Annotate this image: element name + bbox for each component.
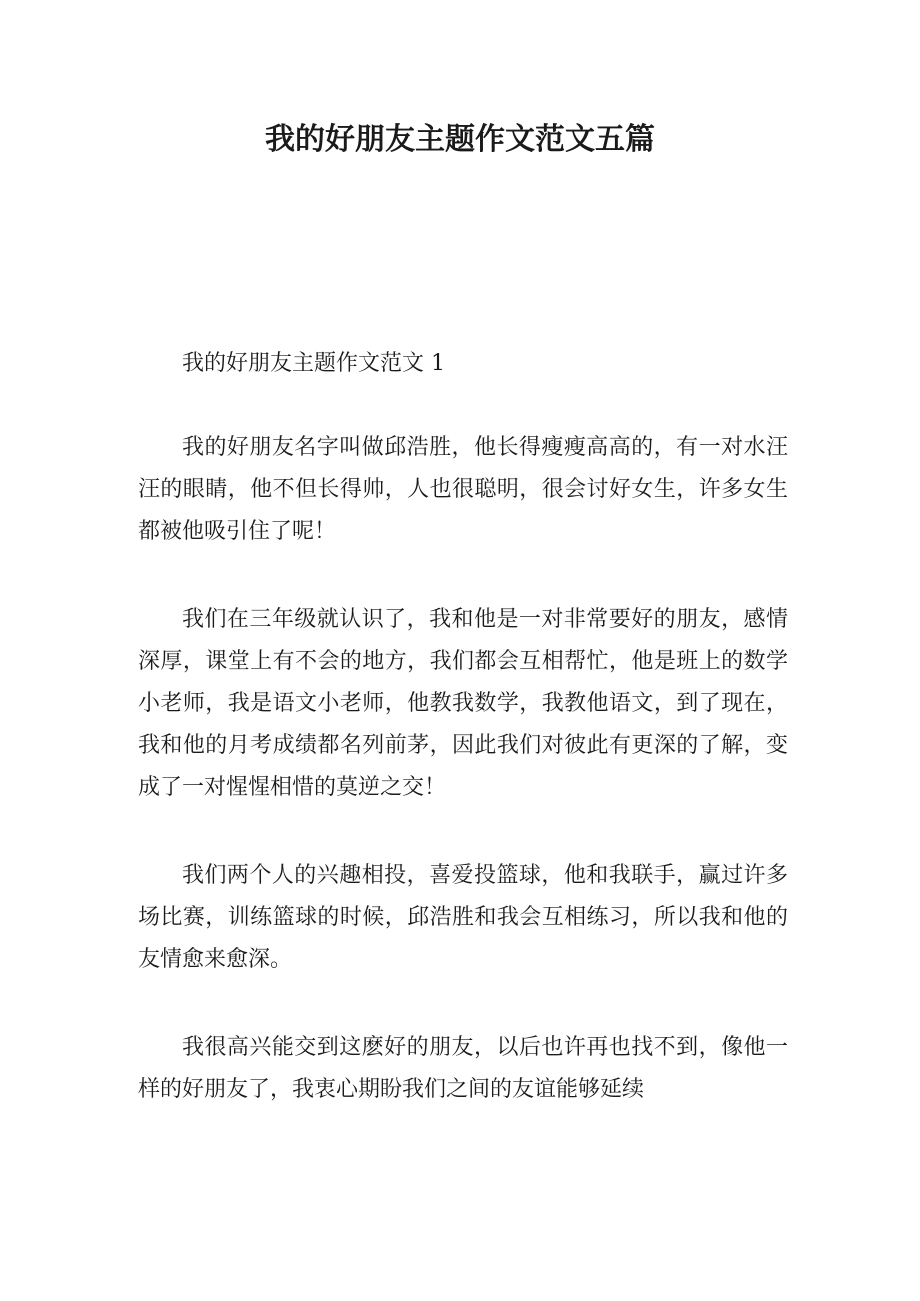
section-heading: 我的好朋友主题作文范文 1 bbox=[182, 351, 445, 376]
body-paragraph: 我的好朋友名字叫做邱浩胜，他长得瘦瘦高高的，有一对水汪汪的眼睛，他不但长得帅，人也很聪明，很会讨好女生，许多女生都被他吸引住了呢！ bbox=[138, 435, 788, 544]
document-title: 我的好朋友主题作文范文五篇 bbox=[265, 122, 655, 157]
body-paragraph: 我们两个人的兴趣相投，喜爱投篮球，他和我联手，赢过许多场比赛，训练篮球的时候，邱浩胜和我会互相练习，所以我和他的友情愈来愈深。 bbox=[138, 863, 788, 972]
document-body bbox=[138, 343, 788, 1157]
body-paragraph: 我们在三年级就认识了，我和他是一对非常要好的朋友，感情深厚，课堂上有不会的地方，我们都会互相帮忙，他是班上的数学小老师，我是语文小老师，他教我数学，我教他语文，到了现在，我和他的月考成绩都名列前茅，因此我们对彼此有更深的了解，变成了一对惺惺相惜的莫逆之交！ bbox=[138, 607, 788, 800]
body-paragraph: 我很高兴能交到这麽好的朋友，以后也许再也找不到，像他一样的好朋友了，我衷心期盼我们之间的友谊能够延续 bbox=[138, 1035, 788, 1102]
